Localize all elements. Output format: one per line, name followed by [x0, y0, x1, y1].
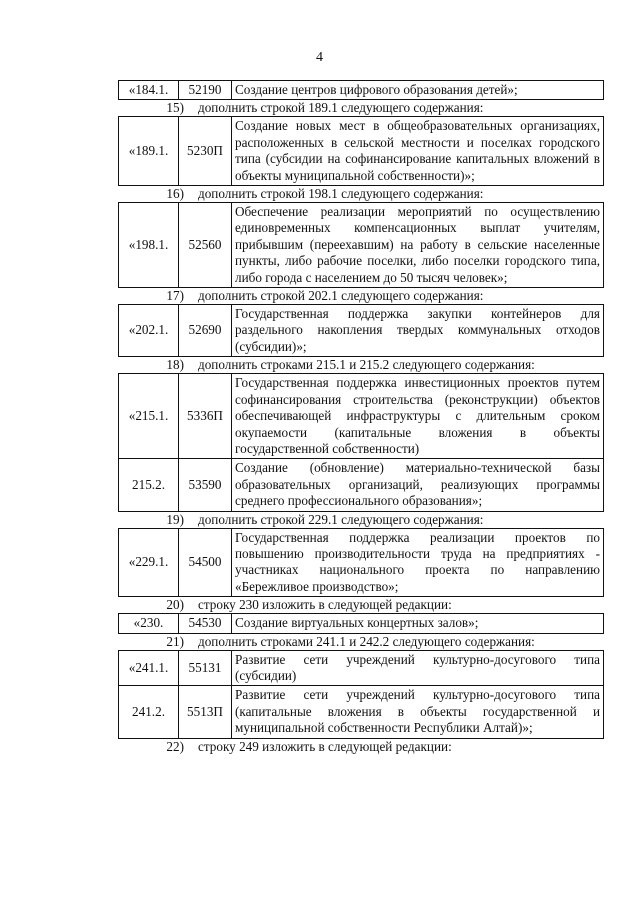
row-code-cell: «202.1.	[119, 305, 179, 357]
instruction-text: дополнить строкой 202.1 следующего содержания:	[198, 288, 484, 304]
amendment-instruction	[118, 512, 608, 528]
amendments-document	[118, 80, 608, 755]
table-fragment	[118, 613, 604, 633]
row-code-cell: «229.1.	[119, 528, 179, 597]
table-row	[119, 650, 604, 686]
row-code-cell: «215.1.	[119, 374, 179, 459]
row-kbk-cell: 54530	[179, 614, 232, 633]
row-kbk-cell: 53590	[179, 459, 232, 511]
table-fragment	[118, 528, 604, 598]
table-row	[119, 614, 604, 633]
instruction-number: 19)	[166, 511, 184, 527]
table-row	[119, 81, 604, 100]
table-row	[119, 528, 604, 597]
row-code-cell: 241.2.	[119, 686, 179, 738]
table-fragment	[118, 373, 604, 511]
row-kbk-cell: 5230П	[179, 117, 232, 186]
row-description-cell: Государственная поддержка закупки контейнеров для раздельного накопления твердых коммунальных отходов (субсидии)»;	[232, 305, 604, 357]
amendment-instruction	[118, 186, 608, 202]
row-kbk-cell: 55131	[179, 650, 232, 686]
row-description-cell: Развитие сети учреждений культурно-досугового типа (капитальные вложения в объекты государственной и муниципальной собственности Республики Алтай)»;	[232, 686, 604, 738]
instruction-number: 22)	[166, 738, 184, 754]
instruction-text: строку 249 изложить в следующей редакции:	[198, 738, 452, 754]
amendment-instruction	[118, 597, 608, 613]
table-fragment	[118, 116, 604, 186]
row-description-cell: Создание центров цифрового образования детей»;	[232, 81, 604, 100]
row-kbk-cell: 52190	[179, 81, 232, 100]
row-code-cell: «230.	[119, 614, 179, 633]
table-row	[119, 117, 604, 186]
instruction-text: дополнить строками 241.1 и 242.2 следующего содержания:	[198, 633, 535, 649]
row-description-cell: Обеспечение реализации мероприятий по осуществлению единовременных компенсационных выплат учителям, прибывшим (переехавшим) на работу в сельские населенные пункты, либо рабочие поселки, либо поселки городского типа, либо города с населением до 50 тысяч человек»;	[232, 203, 604, 288]
instruction-number: 20)	[166, 597, 184, 613]
table-fragment	[118, 80, 604, 100]
row-kbk-cell: 54500	[179, 528, 232, 597]
instruction-number: 18)	[166, 357, 184, 373]
amendment-instruction	[118, 634, 608, 650]
page-number: 4	[316, 50, 323, 65]
row-code-cell: «241.1.	[119, 650, 179, 686]
row-description-cell: Государственная поддержка инвестиционных проектов путем софинансирования строительства (реконструкции) объектов обеспечивающей инфраструктуры с длительным сроком окупаемости (капитальные вложения в объекты государственной собственности)	[232, 374, 604, 459]
row-kbk-cell: 52690	[179, 305, 232, 357]
instruction-number: 16)	[166, 186, 184, 202]
instruction-text: дополнить строкой 229.1 следующего содержания:	[198, 511, 484, 527]
row-description-cell: Государственная поддержка реализации проектов по повышению производительности труда на предприятиях - участниках национального проекта по направлению «Бережливое производство»;	[232, 528, 604, 597]
amendment-instruction	[118, 357, 608, 373]
row-description-cell: Развитие сети учреждений культурно-досугового типа (субсидии)	[232, 650, 604, 686]
table-fragment	[118, 304, 604, 357]
row-kbk-cell: 52560	[179, 203, 232, 288]
table-row	[119, 686, 604, 738]
row-kbk-cell: 5336П	[179, 374, 232, 459]
row-description-cell: Создание виртуальных концертных залов»;	[232, 614, 604, 633]
row-code-cell: «198.1.	[119, 203, 179, 288]
instruction-text: дополнить строками 215.1 и 215.2 следующего содержания:	[198, 357, 535, 373]
instruction-number: 21)	[166, 633, 184, 649]
row-description-cell: Создание (обновление) материально-технической базы образовательных организаций, реализующих программы среднего профессионального образования»;	[232, 459, 604, 511]
amendment-instruction	[118, 100, 608, 116]
table-fragment	[118, 202, 604, 288]
instruction-text: дополнить строкой 198.1 следующего содержания:	[198, 186, 484, 202]
table-fragment	[118, 650, 604, 739]
row-description-cell: Создание новых мест в общеобразовательных организациях, расположенных в сельской местности и поселках городского типа (субсидии на софинансирование капитальных вложений в объекты муниципальной собственности)»;	[232, 117, 604, 186]
instruction-number: 17)	[166, 288, 184, 304]
instruction-number: 15)	[166, 100, 184, 116]
row-code-cell: «184.1.	[119, 81, 179, 100]
instruction-text: дополнить строкой 189.1 следующего содержания:	[198, 100, 484, 116]
table-row	[119, 305, 604, 357]
amendment-instruction	[118, 739, 608, 755]
table-row	[119, 203, 604, 288]
amendment-instruction	[118, 288, 608, 304]
row-code-cell: «189.1.	[119, 117, 179, 186]
table-row	[119, 459, 604, 511]
row-code-cell: 215.2.	[119, 459, 179, 511]
row-kbk-cell: 5513П	[179, 686, 232, 738]
instruction-text: строку 230 изложить в следующей редакции:	[198, 597, 452, 613]
table-row	[119, 374, 604, 459]
